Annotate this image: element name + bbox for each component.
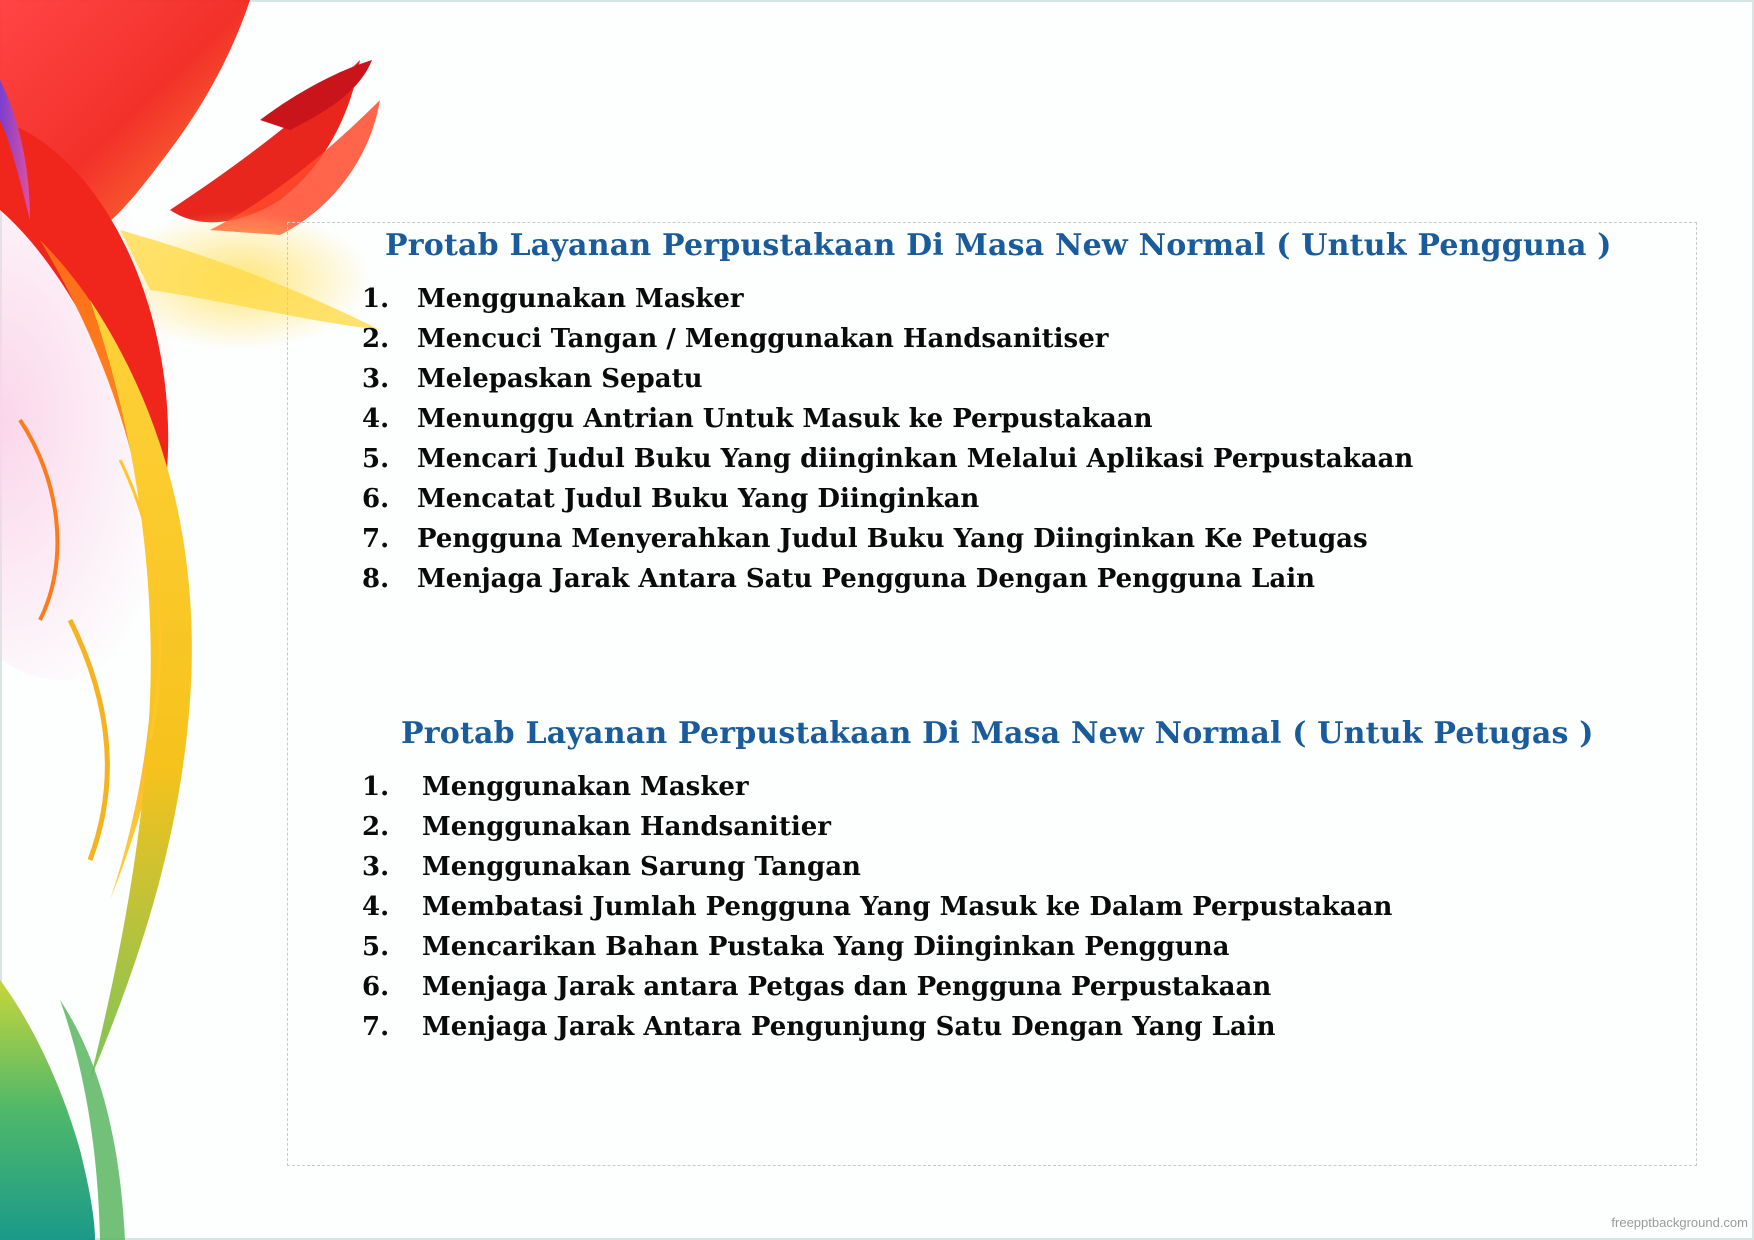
list-item: 6. Mencatat Judul Buku Yang Diinginkan xyxy=(362,484,980,514)
list-item: 1. Menggunakan Masker xyxy=(362,284,744,314)
list-item: 7. Pengguna Menyerahkan Judul Buku Yang Diinginkan Ke Petugas xyxy=(362,524,1368,554)
list-item: 3. Melepaskan Sepatu xyxy=(362,364,703,394)
list-pengguna xyxy=(362,284,1413,604)
list-item: 5. Mencarikan Bahan Pustaka Yang Diinginkan Pengguna xyxy=(362,932,1230,962)
watermark: freepptbackground.com xyxy=(1611,1215,1748,1230)
list-item: 7. Menjaga Jarak Antara Pengunjung Satu Dengan Yang Lain xyxy=(362,1012,1276,1042)
list-petugas xyxy=(362,772,1392,1052)
section-heading-pengguna: Protab Layanan Perpustakaan Di Masa New Normal ( Untuk Pengguna ) xyxy=(385,228,1612,263)
section-heading-petugas: Protab Layanan Perpustakaan Di Masa New Normal ( Untuk Petugas ) xyxy=(401,716,1594,751)
list-item: 4. Membatasi Jumlah Pengguna Yang Masuk ke Dalam Perpustakaan xyxy=(362,892,1393,922)
list-item: 2. Menggunakan Handsanitier xyxy=(362,812,831,842)
list-item: 1. Menggunakan Masker xyxy=(362,772,749,802)
list-item: 8. Menjaga Jarak Antara Satu Pengguna Dengan Pengguna Lain xyxy=(362,564,1316,594)
list-item: 3. Menggunakan Sarung Tangan xyxy=(362,852,861,882)
list-item: 2. Mencuci Tangan / Menggunakan Handsanitiser xyxy=(362,324,1109,354)
list-item: 4. Menunggu Antrian Untuk Masuk ke Perpustakaan xyxy=(362,404,1153,434)
list-item: 6. Menjaga Jarak antara Petgas dan Pengguna Perpustakaan xyxy=(362,972,1272,1002)
list-item: 5. Mencari Judul Buku Yang diinginkan Melalui Aplikasi Perpustakaan xyxy=(362,444,1414,474)
